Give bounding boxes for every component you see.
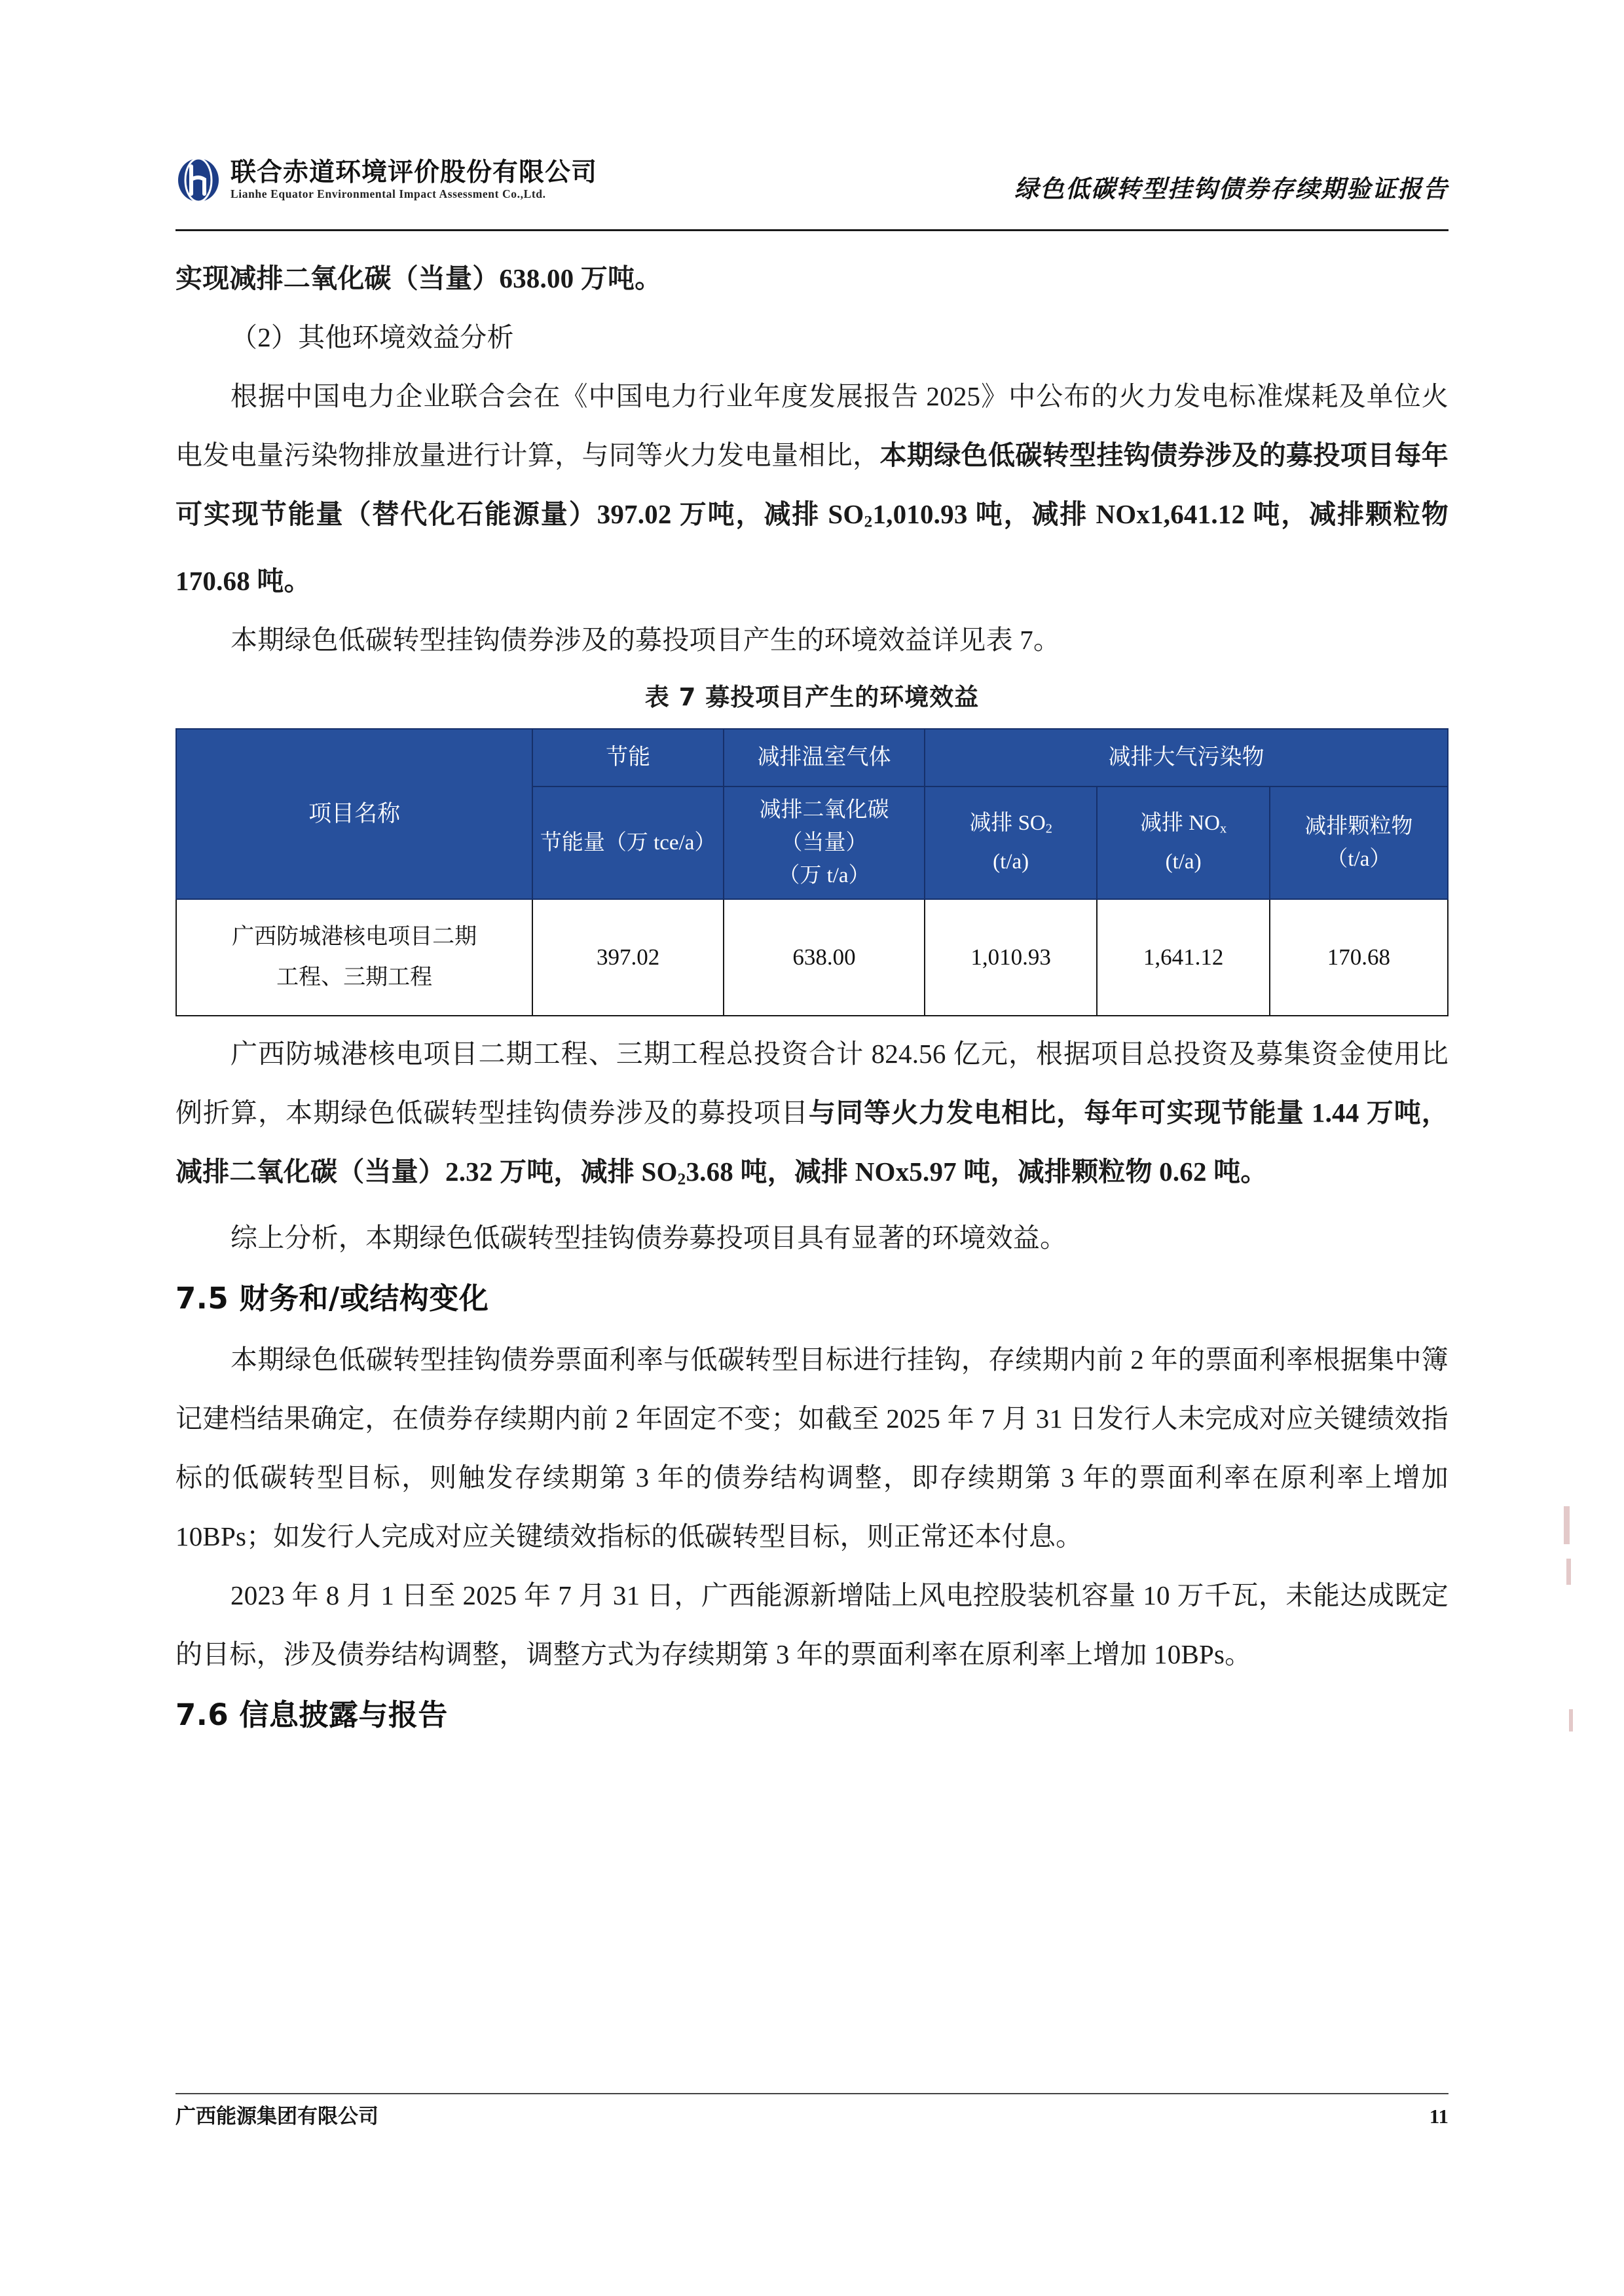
text-normal-run: 根据中国电力企业联合会在《中国电力行业年度发展报告 2025》中公布的火力发电标准煤耗及单位火电发电量污染物排放量进行计算，与同等火力发电量相比， <box>175 381 1449 470</box>
document-body <box>175 249 1449 1747</box>
text-bold-run-b: 3.68 吨，减排 NOx5.97 吨，减排颗粒物 0.62 吨。 <box>686 1156 1268 1187</box>
th-pm-unit: （t/a） <box>1326 847 1392 871</box>
page-footer <box>175 2100 1449 2129</box>
th-nox-line1 <box>1100 807 1266 845</box>
spacer-after-table <box>175 1016 1449 1024</box>
cell-energy-saving: 397.02 <box>532 899 724 1016</box>
th-energy-saving-amount: 节能量（万 tce/a） <box>532 787 724 899</box>
th-group-energy: 节能 <box>532 729 724 787</box>
th-nox-unit: (t/a) <box>1165 849 1202 874</box>
th-co2-reduction <box>724 787 925 899</box>
th-co2-line1: 减排二氧化碳 <box>759 798 889 822</box>
scan-artifact <box>1564 1506 1570 1544</box>
th-nox-subscript: x <box>1219 821 1227 836</box>
scan-artifact <box>1569 1709 1573 1731</box>
paragraph-conclusion-benefits: 综上分析，本期绿色低碳转型挂钩债券募投项目具有显著的环境效益。 <box>231 1223 1067 1253</box>
cell-project-name-line2: 工程、三期工程 <box>276 965 433 990</box>
table-row <box>176 899 1448 1016</box>
text-normal-run: 广西防城港核电项目二期工程、三期工程总投资合计 824.56 亿元，根据项目总投资及募集资金使用比例折算，本期绿色低碳转型挂钩债券涉及的募投项目 <box>175 1038 1449 1128</box>
logo-wordmark <box>231 160 597 200</box>
th-group-ghg: 减排温室气体 <box>724 729 925 787</box>
footer-divider <box>175 2093 1449 2094</box>
header-divider <box>175 229 1449 231</box>
paragraph-target-miss: 2023 年 8 月 1 日至 2025 年 7 月 31 日，广西能源新增陆上风电控股装机容量 10 万千瓦，未能达成既定的目标，涉及债券结构调整，调整方式为存续期第 3 年的票面利率在原利率上增加 10BPs。 <box>175 1580 1449 1670</box>
section-heading-7-5: 7.5 财务和/或结构变化 <box>175 1281 489 1316</box>
subscript-so2: 2 <box>677 1170 686 1189</box>
cell-co2-reduction: 638.00 <box>724 899 925 1016</box>
cell-project-name <box>176 899 532 1016</box>
table-header-row-groups <box>176 729 1448 787</box>
table-caption: 表 7 募投项目产生的环境效益 <box>644 682 980 711</box>
text-bold-run-a: 本期绿色低碳转型挂钩债券涉及的募投项目每年可实现节能量（替代化石能源量）397.02 万吨，减排 SO <box>175 440 1449 529</box>
subscript-so2: 2 <box>864 512 873 531</box>
cell-project-name-line1: 广西防城港核电项目二期 <box>232 924 477 949</box>
th-particulate-reduction <box>1270 787 1448 899</box>
paragraph-calculation-basis <box>175 367 1449 610</box>
environmental-benefits-table <box>175 728 1449 1016</box>
header-report-title: 绿色低碳转型挂钩债券存续期验证报告 <box>1014 175 1449 203</box>
th-so2-reduction <box>925 787 1097 899</box>
paragraph-investment-conversion <box>175 1024 1449 1209</box>
th-project-name: 项目名称 <box>176 729 532 899</box>
th-so2-subscript: 2 <box>1045 821 1052 836</box>
paragraph-coupon-structure: 本期绿色低碳转型挂钩债券票面利率与低碳转型目标进行挂钩，存续期内前 2 年的票面利率根据集中簿记建档结果确定，在债券存续期内前 2 年固定不变；如截至 2025 年 7 月 31 日发行人未完成对应关键绩效指标的低碳转型目标，则触发存续期第 3 年的债券结构调整，即存续期第 3 年的票面利率在原利率上增加 10BPs；如发行人完成对应关键绩效指标的低碳转型目标，则正常还本付息。 <box>175 1344 1449 1552</box>
paragraph-emission-summary: 实现减排二氧化碳（当量）638.00 万吨。 <box>175 263 662 293</box>
text-bold-run-b: 1,010.93 吨，减排 NOx1,641.12 吨，减排颗粒物 170.68 吨。 <box>175 499 1449 596</box>
th-co2-line2: （当量） <box>781 830 868 855</box>
th-nox-label: 减排 NO <box>1140 811 1220 836</box>
company-logo <box>175 157 597 203</box>
subsection-heading-other-benefits: （2）其他环境效益分析 <box>231 322 514 352</box>
footer-company-name: 广西能源集团有限公司 <box>175 2105 378 2128</box>
th-co2-line3: （万 t/a） <box>778 863 870 887</box>
text-bold-run-a: 与同等火力发电相比，每年可实现节能量 1.44 万吨，减排二氧化碳（当量）2.32 万吨，减排 SO <box>175 1097 1449 1187</box>
page-header <box>175 152 1449 225</box>
scan-artifact <box>1566 1559 1571 1585</box>
section-heading-7-6: 7.6 信息披露与报告 <box>175 1697 448 1733</box>
th-so2-label: 减排 SO <box>969 811 1046 836</box>
cell-particulate-reduction: 170.68 <box>1270 899 1448 1016</box>
footer-page-number: 11 <box>1429 2105 1449 2128</box>
table-body <box>176 899 1448 1016</box>
logo-chinese-name: 联合赤道环境评价股份有限公司 <box>231 158 598 188</box>
logo-english-name: Lianhe Equator Environmental Impact Assessment Co.,Ltd. <box>231 187 546 201</box>
th-so2-line1 <box>928 807 1094 845</box>
cell-nox-reduction: 1,641.12 <box>1097 899 1269 1016</box>
th-so2-unit: (t/a) <box>993 849 1029 874</box>
th-nox-reduction <box>1097 787 1269 899</box>
cell-so2-reduction: 1,010.93 <box>925 899 1097 1016</box>
th-pm-line1: 减排颗粒物 <box>1304 814 1413 838</box>
th-group-air-pollutants: 减排大气污染物 <box>925 729 1448 787</box>
logo-emblem-icon <box>175 157 221 203</box>
paragraph-see-table-7: 本期绿色低碳转型挂钩债券涉及的募投项目产生的环境效益详见表 7。 <box>231 624 1061 655</box>
table-header <box>176 729 1448 899</box>
